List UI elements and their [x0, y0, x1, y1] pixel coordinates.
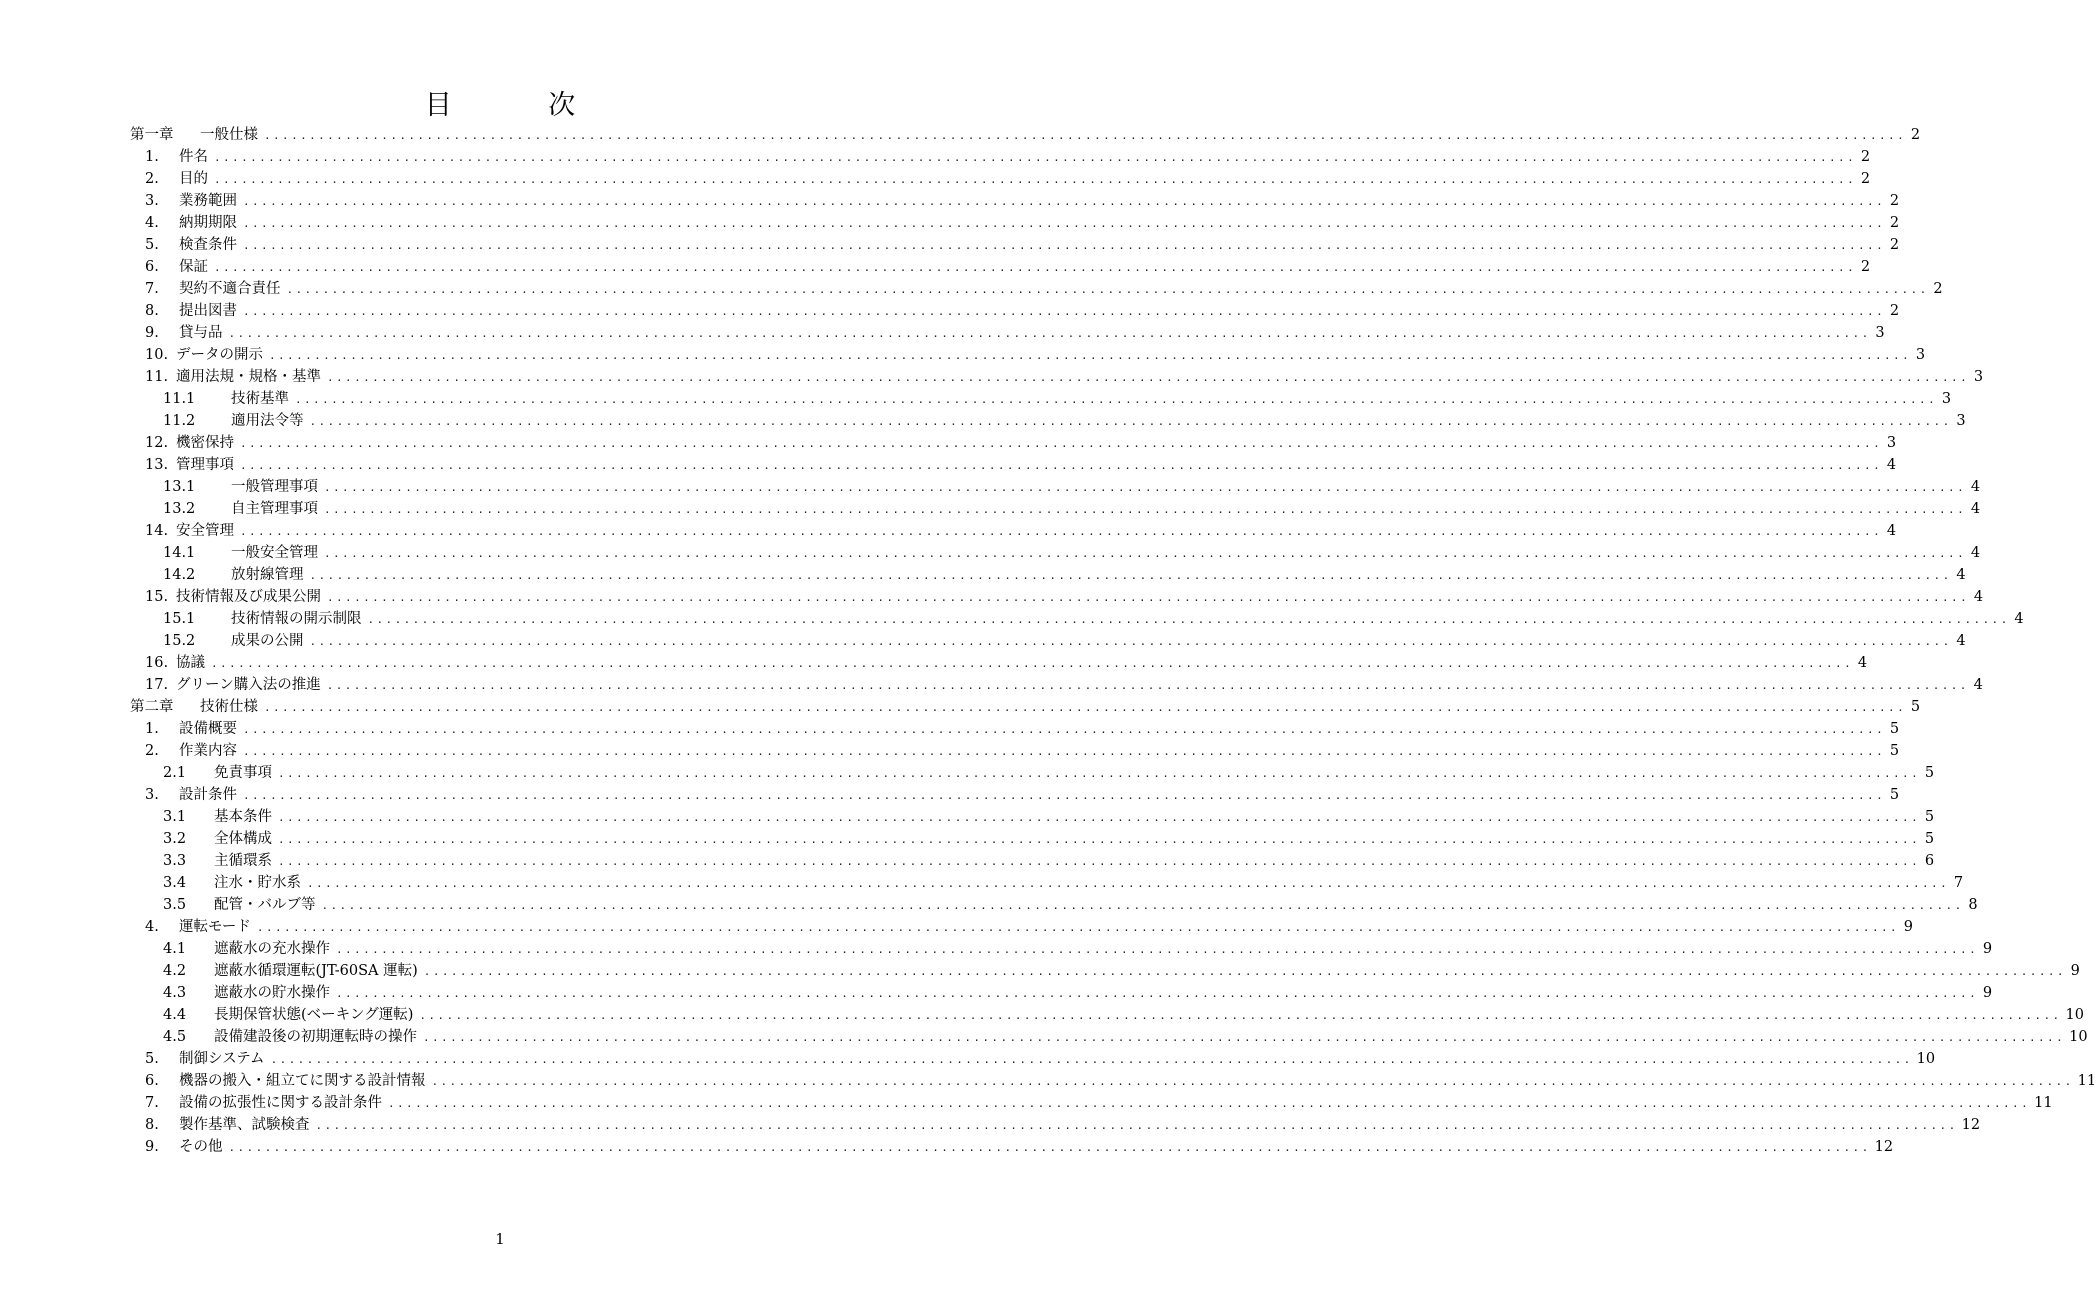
toc-leader-dots: ......................................................................................................................................................................................	[327, 371, 1970, 384]
toc-entry-number: 5.	[145, 237, 159, 253]
toc-entry-page: 5	[1924, 765, 1935, 781]
toc-entry-page: 4	[1886, 523, 1897, 539]
toc-entry-label: 協議	[176, 655, 205, 671]
toc-entry-label: グリーン購入法の推進	[176, 677, 321, 693]
toc-entry-label: 作業内容	[179, 743, 237, 759]
toc-entry	[130, 938, 1993, 960]
toc-entry-number: 4.3	[163, 985, 187, 1001]
toc-entry	[130, 278, 1943, 300]
toc-entry-page: 2	[1860, 171, 1871, 187]
toc-leader-dots: ......................................................................................................................................................................................	[240, 525, 1883, 538]
toc-entry-number: 15.1	[163, 611, 196, 627]
toc-entry-number: 4.1	[163, 941, 187, 957]
toc-entry	[130, 432, 1897, 454]
toc-entry	[130, 212, 1900, 234]
toc-entry-number: 2.	[145, 743, 159, 759]
toc-leader-dots: ......................................................................................................................................................................................	[321, 899, 1964, 912]
toc-entry	[130, 300, 1900, 322]
toc-entry-label: 放射線管理	[231, 567, 304, 583]
toc-entry-page: 4	[1956, 633, 1966, 649]
toc-entry	[130, 564, 1966, 586]
toc-entry-number: 12.	[145, 435, 169, 451]
toc-leader-dots: ......................................................................................................................................................................................	[214, 261, 1857, 274]
toc-entry-label: 件名	[179, 149, 208, 165]
toc-entry-number: 第二章	[130, 699, 174, 715]
toc-entry	[130, 652, 1868, 674]
toc-leader-dots: ......................................................................................................................................................................................	[419, 1009, 2062, 1022]
toc-entry-page: 7	[1953, 875, 1964, 891]
toc-entry-number: 8.	[145, 1117, 159, 1133]
toc-entry-page: 3	[1941, 391, 1952, 407]
toc-entry	[130, 1070, 2096, 1092]
toc-entry	[130, 322, 1885, 344]
toc-entry-number: 14.	[145, 523, 169, 539]
toc-leader-dots: ......................................................................................................................................................................................	[326, 679, 1969, 692]
toc-entry-page: 4	[1973, 677, 1983, 693]
toc-entry-number: 11.2	[163, 413, 196, 429]
toc-entry-label: 遮蔽水の貯水操作	[214, 985, 330, 1001]
toc-entry-label: 業務範囲	[179, 193, 237, 209]
toc-entry-page: 4	[1970, 545, 1981, 561]
toc-entry	[130, 190, 1900, 212]
toc-entry-page: 2	[1889, 215, 1900, 231]
toc-entry-page: 3	[1875, 325, 1885, 341]
toc-leader-dots: ......................................................................................................................................................................................	[243, 305, 1886, 318]
toc-entry	[130, 168, 1871, 190]
toc-entry-page: 4	[2014, 611, 2024, 627]
toc-leader-dots: ......................................................................................................................................................................................	[214, 151, 1857, 164]
toc-entry	[130, 784, 1900, 806]
toc-entry-label: 提出図書	[179, 303, 237, 319]
toc-leader-dots: ......................................................................................................................................................................................	[423, 965, 2066, 978]
toc-entry-number: 2.	[145, 171, 159, 187]
toc-entry-label: 遮蔽水循環運転(JT-60SA 運転)	[214, 963, 418, 979]
toc-entry	[130, 520, 1897, 542]
toc-entry-page: 2	[1910, 127, 1921, 143]
toc-entry	[130, 740, 1900, 762]
toc-entry	[130, 1026, 2088, 1048]
toc-leader-dots: ......................................................................................................................................................................................	[264, 701, 1907, 714]
toc-entry-page: 5	[1889, 721, 1900, 737]
toc-entry-label: 設備建設後の初期運転時の操作	[214, 1029, 417, 1045]
toc-entry-page: 3	[1915, 347, 1926, 363]
toc-entry	[130, 718, 1900, 740]
toc-leader-dots: ......................................................................................................................................................................................	[240, 437, 1883, 450]
toc-entry	[130, 1004, 2084, 1026]
toc-entry	[130, 982, 1993, 1004]
toc-leader-dots: ......................................................................................................................................................................................	[367, 613, 2010, 626]
toc-entry	[130, 476, 1981, 498]
toc-entry-page: 3	[1956, 413, 1966, 429]
toc-leader-dots: ......................................................................................................................................................................................	[309, 569, 1952, 582]
toc-entry	[130, 960, 2080, 982]
toc-entry-label: 契約不適合責任	[179, 281, 281, 297]
toc-entry-page: 4	[1970, 479, 1981, 495]
toc-entry-page: 2	[1889, 303, 1900, 319]
toc-entry-label: 設備概要	[179, 721, 237, 737]
toc-entry-label: 技術情報及び成果公開	[176, 589, 321, 605]
toc-leader-dots: ......................................................................................................................................................................................	[336, 987, 1979, 1000]
toc-entry-label: 技術情報の開示制限	[231, 611, 362, 627]
toc-entry-page: 4	[1956, 567, 1966, 583]
toc-entry-page: 8	[1968, 897, 1978, 913]
toc-entry-label: 機密保持	[176, 435, 234, 451]
toc-entry-page: 9	[1982, 941, 1993, 957]
toc-entry-page: 9	[1903, 919, 1914, 935]
toc-leader-dots: ......................................................................................................................................................................................	[324, 547, 1967, 560]
toc-leader-dots: ......................................................................................................................................................................................	[278, 833, 1921, 846]
toc-entry-number: 4.5	[163, 1029, 187, 1045]
toc-entry-number: 3.2	[163, 831, 187, 847]
toc-entry-number: 4.2	[163, 963, 187, 979]
toc-entry-number: 6.	[145, 1073, 159, 1089]
toc-entry-page: 2	[1860, 149, 1871, 165]
toc-entry	[130, 542, 1981, 564]
toc-leader-dots: ......................................................................................................................................................................................	[309, 415, 1952, 428]
toc-entry-label: 管理事項	[176, 457, 234, 473]
toc-entry-page: 4	[1857, 655, 1868, 671]
toc-entry-number: 1.	[145, 149, 159, 165]
toc-leader-dots: ......................................................................................................................................................................................	[324, 481, 1967, 494]
toc-entry	[130, 850, 1935, 872]
toc-entry-label: 設備の拡張性に関する設計条件	[179, 1095, 382, 1111]
toc-title: 目 次	[424, 90, 620, 121]
toc-entry-page: 2	[1860, 259, 1871, 275]
toc-entry-page: 5	[1924, 831, 1935, 847]
toc-entry-label: 基本条件	[214, 809, 272, 825]
toc-entry-label: 一般仕様	[200, 127, 258, 143]
toc-entry-label: 目的	[179, 171, 208, 187]
toc-leader-dots: ......................................................................................................................................................................................	[269, 349, 1912, 362]
toc-leader-dots: ......................................................................................................................................................................................	[228, 1141, 1871, 1154]
toc-leader-dots: ......................................................................................................................................................................................	[324, 503, 1967, 516]
toc-entry-page: 2	[1933, 281, 1943, 297]
toc-entry-number: 3.1	[163, 809, 187, 825]
toc-leader-dots: ......................................................................................................................................................................................	[309, 635, 1952, 648]
toc-leader-dots: ......................................................................................................................................................................................	[228, 327, 1871, 340]
toc-entry	[130, 344, 1926, 366]
toc-entry	[130, 894, 1978, 916]
toc-entry-number: 14.2	[163, 567, 196, 583]
toc-entry-number: 第一章	[130, 127, 174, 143]
toc-entry-label: 適用法規・規格・基準	[176, 369, 321, 385]
toc-leader-dots: ......................................................................................................................................................................................	[278, 811, 1921, 824]
toc-leader-dots: ......................................................................................................................................................................................	[327, 591, 1970, 604]
toc-entry	[130, 916, 1914, 938]
toc-leader-dots: ......................................................................................................................................................................................	[315, 1119, 1958, 1132]
toc-entry	[130, 454, 1897, 476]
toc-entry-label: 長期保管状態(ベーキング運転)	[214, 1007, 414, 1023]
toc-entry	[130, 410, 1966, 432]
toc-entry-number: 13.2	[163, 501, 196, 517]
toc-leader-dots: ......................................................................................................................................................................................	[307, 877, 1950, 890]
toc-entry-label: 遮蔽水の充水操作	[214, 941, 330, 957]
toc-entry-label: 注水・貯水系	[214, 875, 301, 891]
toc-leader-dots: ......................................................................................................................................................................................	[264, 129, 1907, 142]
toc-entry-number: 17.	[145, 677, 169, 693]
toc-entry	[130, 124, 1921, 146]
toc-entry-number: 11.1	[163, 391, 196, 407]
toc-entry-number: 3.	[145, 787, 159, 803]
toc-entry-page: 3	[1973, 369, 1984, 385]
toc-entry-label: 一般安全管理	[231, 545, 318, 561]
toc-entry-label: その他	[179, 1139, 223, 1155]
toc-entry-number: 11.	[145, 369, 169, 385]
page-number: 1	[495, 1230, 505, 1248]
toc-entry-label: 保証	[179, 259, 208, 275]
toc-entry-label: 貸与品	[179, 325, 223, 341]
toc-entry-page: 12	[1874, 1139, 1894, 1155]
toc-entry-label: 全体構成	[214, 831, 272, 847]
toc-entry-label: 成果の公開	[231, 633, 304, 649]
toc-leader-dots: ......................................................................................................................................................................................	[243, 217, 1886, 230]
toc-entry-label: 設計条件	[179, 787, 237, 803]
toc-entry-number: 15.	[145, 589, 169, 605]
toc-entry-label: 技術基準	[231, 391, 289, 407]
toc-entry-label: 運転モード	[179, 919, 251, 935]
toc-entry-page: 6	[1924, 853, 1935, 869]
toc-entry-page: 2	[1889, 237, 1900, 253]
toc-entry-page: 3	[1886, 435, 1897, 451]
toc-entry-page: 10	[2069, 1029, 2088, 1045]
toc-entry	[130, 1136, 1894, 1158]
toc-entry-number: 7.	[145, 1095, 159, 1111]
toc-entry	[130, 1114, 1981, 1136]
toc-entry-number: 9.	[145, 325, 159, 341]
toc-entry-number: 4.4	[163, 1007, 187, 1023]
toc-leader-dots: ......................................................................................................................................................................................	[286, 283, 1929, 296]
toc-entry-page: 9	[1982, 985, 1993, 1001]
toc-entry-label: 安全管理	[176, 523, 234, 539]
toc-entry-number: 14.1	[163, 545, 196, 561]
toc-leader-dots: ......................................................................................................................................................................................	[243, 239, 1886, 252]
toc-entry-label: 納期期限	[179, 215, 237, 231]
toc-entry	[130, 586, 1984, 608]
table-of-contents	[130, 124, 2096, 1158]
toc-entry	[130, 806, 1935, 828]
toc-leader-dots: ......................................................................................................................................................................................	[243, 723, 1886, 736]
toc-entry-label: 適用法令等	[231, 413, 304, 429]
toc-entry-number: 3.3	[163, 853, 187, 869]
toc-entry-page: 11	[2077, 1073, 2096, 1089]
toc-entry	[130, 608, 2024, 630]
toc-leader-dots: ......................................................................................................................................................................................	[423, 1031, 2066, 1044]
toc-entry	[130, 498, 1981, 520]
toc-entry-label: 製作基準、試験検査	[179, 1117, 310, 1133]
toc-entry-label: 機器の搬入・組立てに関する設計情報	[179, 1073, 426, 1089]
toc-leader-dots: ......................................................................................................................................................................................	[243, 789, 1886, 802]
toc-entry	[130, 828, 1935, 850]
toc-entry-number: 3.4	[163, 875, 187, 891]
toc-entry-page: 2	[1889, 193, 1900, 209]
toc-leader-dots: ......................................................................................................................................................................................	[270, 1053, 1913, 1066]
toc-entry	[130, 762, 1935, 784]
toc-entry-page: 5	[1924, 809, 1935, 825]
toc-entry-label: 主循環系	[214, 853, 272, 869]
toc-entry-label: 自主管理事項	[231, 501, 318, 517]
toc-leader-dots: ......................................................................................................................................................................................	[431, 1075, 2074, 1088]
toc-entry-label: 制御システム	[179, 1051, 265, 1067]
toc-entry-page: 5	[1910, 699, 1921, 715]
toc-entry-number: 8.	[145, 303, 159, 319]
toc-leader-dots: ......................................................................................................................................................................................	[243, 195, 1886, 208]
toc-entry	[130, 388, 1952, 410]
toc-entry-page: 12	[1961, 1117, 1981, 1133]
toc-entry-label: 配管・バルブ等	[214, 897, 316, 913]
toc-entry-number: 5.	[145, 1051, 159, 1067]
toc-entry-number: 13.1	[163, 479, 196, 495]
toc-entry-page: 4	[1970, 501, 1981, 517]
toc-entry	[130, 1092, 2053, 1114]
toc-entry-page: 4	[1973, 589, 1984, 605]
toc-entry	[130, 366, 1984, 388]
toc-entry	[130, 630, 1966, 652]
toc-leader-dots: ......................................................................................................................................................................................	[388, 1097, 2031, 1110]
toc-entry-number: 13.	[145, 457, 169, 473]
toc-leader-dots: ......................................................................................................................................................................................	[256, 921, 1900, 934]
toc-entry-number: 16.	[145, 655, 169, 671]
toc-entry-page: 10	[1916, 1051, 1936, 1067]
toc-leader-dots: ......................................................................................................................................................................................	[295, 393, 1938, 406]
toc-entry-label: 免責事項	[214, 765, 272, 781]
toc-entry-label: 技術仕様	[200, 699, 258, 715]
toc-entry-number: 9.	[145, 1139, 159, 1155]
toc-entry	[130, 674, 1983, 696]
toc-leader-dots: ......................................................................................................................................................................................	[214, 173, 1857, 186]
toc-entry-number: 4.	[145, 919, 159, 935]
toc-leader-dots: ......................................................................................................................................................................................	[336, 943, 1979, 956]
toc-entry-page: 5	[1889, 787, 1900, 803]
toc-entry	[130, 872, 1964, 894]
toc-entry-label: データの開示	[176, 347, 263, 363]
toc-entry-page: 4	[1886, 457, 1897, 473]
toc-entry	[130, 234, 1900, 256]
toc-entry-page: 9	[2070, 963, 2080, 979]
toc-entry	[130, 256, 1871, 278]
toc-entry-label: 検査条件	[179, 237, 237, 253]
toc-entry-page: 10	[2065, 1007, 2084, 1023]
toc-leader-dots: ......................................................................................................................................................................................	[278, 767, 1921, 780]
toc-entry-number: 4.	[145, 215, 159, 231]
toc-entry-number: 10.	[145, 347, 169, 363]
toc-entry-number: 2.1	[163, 765, 187, 781]
toc-entry-label: 一般管理事項	[231, 479, 318, 495]
toc-entry-number: 1.	[145, 721, 159, 737]
toc-entry	[130, 696, 1921, 718]
toc-leader-dots: ......................................................................................................................................................................................	[243, 745, 1886, 758]
toc-entry	[130, 146, 1871, 168]
toc-entry-number: 3.	[145, 193, 159, 209]
toc-leader-dots: ......................................................................................................................................................................................	[211, 657, 1854, 670]
toc-entry	[130, 1048, 1936, 1070]
toc-entry-page: 5	[1889, 743, 1900, 759]
toc-leader-dots: ......................................................................................................................................................................................	[240, 459, 1883, 472]
toc-entry-number: 3.5	[163, 897, 187, 913]
toc-leader-dots: ......................................................................................................................................................................................	[278, 855, 1921, 868]
toc-entry-page: 11	[2034, 1095, 2053, 1111]
toc-entry-number: 6.	[145, 259, 159, 275]
toc-entry-number: 15.2	[163, 633, 196, 649]
toc-entry-number: 7.	[145, 281, 159, 297]
